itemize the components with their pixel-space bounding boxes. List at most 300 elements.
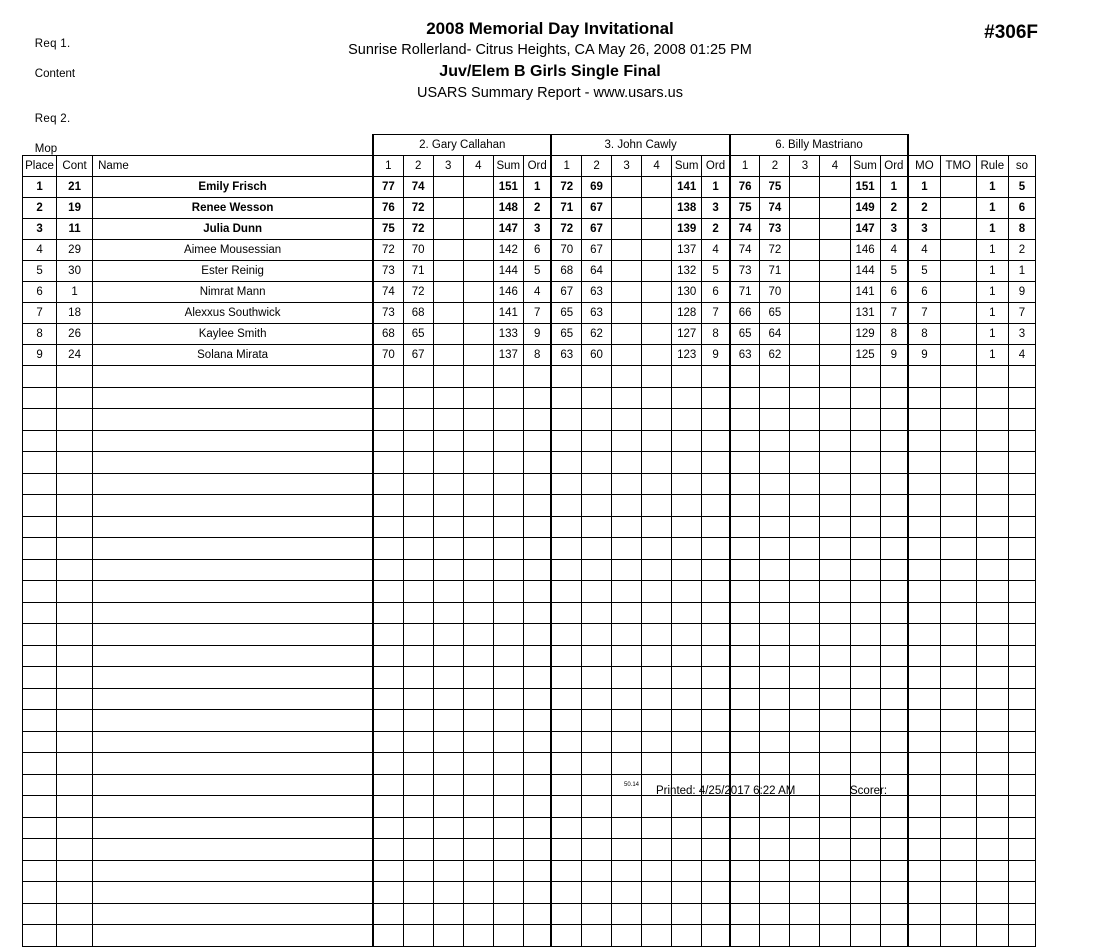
cell-j2-s2: 62 [582,324,612,345]
cell-mo [908,667,940,689]
cell-so [1008,473,1035,495]
cell-tmo [940,882,976,904]
cell-j2-s3 [612,731,642,753]
cell-tmo [940,473,976,495]
cell-tmo [940,645,976,667]
cell-name [93,495,374,517]
cell-j1-ord [523,882,551,904]
cell-j1-s1 [373,882,403,904]
cell-j1-sum [493,688,523,710]
cell-cont [57,430,93,452]
cell-j1-s4 [463,645,493,667]
cell-name [93,624,374,646]
cell-place [23,645,57,667]
cell-j3-ord [880,559,908,581]
cell-place [23,817,57,839]
cell-tmo [940,409,976,431]
cell-rule [976,774,1008,796]
cell-mo: 9 [908,345,940,366]
cell-j1-s1 [373,645,403,667]
cell-j3-sum [850,753,880,775]
cell-j1-s1 [373,774,403,796]
cell-rule: 1 [976,303,1008,324]
cell-j1-s2 [403,602,433,624]
cell-j3-s1 [730,860,760,882]
cell-j1-s2 [403,774,433,796]
cell-j1-s1: 75 [373,219,403,240]
table-row [23,240,1036,261]
cell-j1-sum [493,796,523,818]
cell-tmo [940,817,976,839]
cell-j2-s4 [642,667,672,689]
event-title: Juv/Elem B Girls Single Final [439,63,661,80]
cell-tmo [940,240,976,261]
cell-j3-sum [850,387,880,409]
cell-j2-sum [672,925,702,947]
cell-j3-sum [850,710,880,732]
cell-j2-s2 [582,817,612,839]
cell-j2-ord: 4 [702,240,730,261]
cell-place: 1 [23,177,57,198]
cell-cont [57,387,93,409]
cell-j1-s3 [433,240,463,261]
cell-mo: 6 [908,282,940,303]
cell-j2-s1: 72 [551,219,581,240]
cell-j2-s1 [551,710,581,732]
cell-j1-s4 [463,516,493,538]
cell-j1-s2: 71 [403,261,433,282]
cell-j2-s4 [642,860,672,882]
cell-j3-s3 [790,303,820,324]
page-title: 2008 Memorial Day Invitational [426,19,674,38]
cell-j3-ord [880,430,908,452]
cell-j3-sum [850,903,880,925]
cell-tmo [940,710,976,732]
cell-j2-s4 [642,409,672,431]
cell-j3-s2 [760,430,790,452]
cell-j1-s4 [463,882,493,904]
cell-j3-s1 [730,753,760,775]
cell-place: 8 [23,324,57,345]
cell-j3-s3 [790,796,820,818]
cell-j1-s3 [433,473,463,495]
cell-name [93,516,374,538]
cell-mo [908,860,940,882]
cell-tmo [940,303,976,324]
cell-j3-s4 [820,516,850,538]
cell-mo [908,430,940,452]
cell-j3-sum [850,516,880,538]
cell-place: 2 [23,198,57,219]
cell-j3-sum [850,860,880,882]
table-row-empty [23,817,1036,839]
cell-place [23,710,57,732]
cell-j1-s4 [463,559,493,581]
cell-j2-s3 [612,387,642,409]
cell-j3-s2: 65 [760,303,790,324]
cell-j3-s2 [760,710,790,732]
cell-j2-s1 [551,516,581,538]
cell-j1-s4 [463,177,493,198]
table-row-empty [23,839,1036,861]
cell-j3-s1 [730,796,760,818]
cell-so [1008,645,1035,667]
cell-j1-s1 [373,860,403,882]
cell-j1-ord [523,387,551,409]
column-header-j3-s4: 4 [820,156,850,177]
cell-j2-s3 [612,240,642,261]
cell-place [23,602,57,624]
cell-j2-s1 [551,796,581,818]
cell-cont: 29 [57,240,93,261]
cell-j2-s4 [642,473,672,495]
cell-j1-sum: 133 [493,324,523,345]
cell-j2-ord [702,430,730,452]
cell-j1-sum [493,882,523,904]
cell-cont [57,495,93,517]
summary-table [22,134,1036,947]
cell-cont [57,903,93,925]
cell-j2-ord [702,624,730,646]
table-row-empty [23,473,1036,495]
cell-j1-s2: 72 [403,198,433,219]
cell-j3-ord [880,860,908,882]
table-row-empty [23,452,1036,474]
cell-j1-s2 [403,796,433,818]
cell-j1-ord [523,624,551,646]
cell-j2-sum [672,753,702,775]
cell-j3-ord [880,667,908,689]
cell-j2-s3 [612,882,642,904]
cell-cont [57,452,93,474]
cell-mo [908,495,940,517]
cell-j2-s1 [551,817,581,839]
cell-j2-s2 [582,387,612,409]
cell-j2-ord [702,710,730,732]
cell-j2-s2 [582,645,612,667]
cell-j3-s2: 64 [760,324,790,345]
judge-spacer-cont [57,135,93,156]
cell-mo [908,538,940,560]
cell-j3-s1 [730,366,760,388]
cell-j2-ord [702,817,730,839]
cell-j2-ord [702,925,730,947]
cell-so [1008,903,1035,925]
cell-j2-s4 [642,345,672,366]
cell-j2-s2 [582,581,612,603]
cell-j1-s4 [463,495,493,517]
cell-j2-sum: 132 [672,261,702,282]
cell-j1-s3 [433,324,463,345]
cell-j2-s2 [582,925,612,947]
cell-j2-sum [672,903,702,925]
cell-j1-s4 [463,282,493,303]
cell-j1-s3 [433,602,463,624]
cell-j3-s3 [790,495,820,517]
cell-j2-s3 [612,473,642,495]
cell-j3-s4 [820,409,850,431]
cell-j3-sum [850,452,880,474]
cell-name: Nimrat Mann [93,282,374,303]
column-header-cont: Cont [57,156,93,177]
cell-j3-s4 [820,198,850,219]
cell-j3-s2 [760,387,790,409]
cell-mo [908,387,940,409]
cell-j2-sum [672,559,702,581]
cell-j3-ord [880,602,908,624]
cell-j3-ord: 6 [880,282,908,303]
cell-j2-s1: 63 [551,345,581,366]
cell-j2-s1: 71 [551,198,581,219]
cell-j3-s4 [820,774,850,796]
cell-place [23,473,57,495]
cell-j1-sum: 147 [493,219,523,240]
cell-j2-s4 [642,817,672,839]
cell-j2-s2 [582,903,612,925]
cell-so [1008,624,1035,646]
cell-j2-sum [672,860,702,882]
cell-j1-sum [493,581,523,603]
cell-j3-s2 [760,538,790,560]
cell-cont [57,882,93,904]
cell-j3-sum [850,882,880,904]
judge-header-row [23,135,1036,156]
cell-so [1008,882,1035,904]
cell-rule: 1 [976,282,1008,303]
cell-place [23,366,57,388]
cell-j3-sum: 131 [850,303,880,324]
cell-j3-s1 [730,538,760,560]
footer-scorer: Scorer: [850,785,888,797]
cell-j2-s4 [642,538,672,560]
cell-j2-sum [672,473,702,495]
cell-cont [57,645,93,667]
cell-j2-sum: 123 [672,345,702,366]
cell-cont [57,516,93,538]
cell-j3-sum [850,538,880,560]
cell-j1-ord [523,452,551,474]
cell-j1-ord [523,688,551,710]
cell-j2-s3 [612,219,642,240]
cell-tmo [940,198,976,219]
cell-j3-ord [880,817,908,839]
cell-j1-s3 [433,839,463,861]
judge-2-label: 3. John Cawly [551,135,729,156]
cell-j1-s4 [463,667,493,689]
cell-place [23,774,57,796]
cell-j2-s3 [612,516,642,538]
cell-j1-ord [523,581,551,603]
cell-j2-s4 [642,753,672,775]
cell-j1-s4 [463,839,493,861]
cell-so [1008,796,1035,818]
cell-j3-s3 [790,366,820,388]
cell-tmo [940,839,976,861]
cell-place [23,860,57,882]
cell-j1-sum [493,731,523,753]
cell-j3-s4 [820,430,850,452]
cell-j2-s3 [612,324,642,345]
cell-j1-s2 [403,903,433,925]
cell-j1-s2 [403,839,433,861]
cell-mo [908,516,940,538]
cell-j2-s4 [642,240,672,261]
cell-so [1008,710,1035,732]
cell-j1-ord [523,366,551,388]
cell-j2-s4 [642,688,672,710]
cell-j2-sum [672,387,702,409]
cell-rule [976,645,1008,667]
cell-j2-s4 [642,645,672,667]
cell-tmo [940,903,976,925]
cell-j2-sum: 141 [672,177,702,198]
cell-j2-ord: 1 [702,177,730,198]
cell-mo: 1 [908,177,940,198]
cell-j3-s3 [790,688,820,710]
table-row-empty [23,516,1036,538]
cell-j2-ord [702,796,730,818]
cell-cont [57,731,93,753]
cell-j1-ord [523,473,551,495]
cell-j2-ord [702,495,730,517]
cell-name: Emily Frisch [93,177,374,198]
cell-j1-ord [523,753,551,775]
cell-j3-s1: 75 [730,198,760,219]
cell-j3-s3 [790,753,820,775]
cell-j3-s1 [730,731,760,753]
cell-j2-sum [672,667,702,689]
cell-j3-ord [880,645,908,667]
cell-j1-s4 [463,409,493,431]
cell-j1-s1: 72 [373,240,403,261]
cell-j1-s4 [463,261,493,282]
cell-j3-s1: 65 [730,324,760,345]
column-header-place: Place [23,156,57,177]
cell-mo: 3 [908,219,940,240]
cell-j3-s3 [790,198,820,219]
judge-spacer-so [1008,135,1035,156]
cell-j3-s1 [730,688,760,710]
requirement-2-key: Req 2. [34,113,71,125]
cell-j2-s4 [642,282,672,303]
cell-j1-s1 [373,473,403,495]
judge-spacer-tmo [940,135,976,156]
cell-name: Julia Dunn [93,219,374,240]
column-header-rule: Rule [976,156,1008,177]
column-header-j2-s4: 4 [642,156,672,177]
cell-j3-s1 [730,495,760,517]
cell-j1-s3 [433,753,463,775]
cell-place [23,882,57,904]
cell-j1-s4 [463,538,493,560]
table-row-empty [23,710,1036,732]
cell-rule [976,882,1008,904]
cell-cont: 18 [57,303,93,324]
cell-place [23,796,57,818]
cell-mo [908,602,940,624]
cell-j3-s4 [820,581,850,603]
cell-rule [976,387,1008,409]
cell-rule: 1 [976,177,1008,198]
cell-j1-s1 [373,581,403,603]
cell-j1-s3 [433,282,463,303]
column-header-j1-sum: Sum [493,156,523,177]
cell-j3-ord: 4 [880,240,908,261]
table-row [23,198,1036,219]
cell-j3-ord [880,903,908,925]
cell-j1-ord [523,602,551,624]
cell-j2-s1 [551,559,581,581]
cell-j3-s2 [760,559,790,581]
cell-j2-s2 [582,796,612,818]
cell-j1-sum [493,774,523,796]
cell-j2-s1 [551,839,581,861]
cell-j3-s3 [790,645,820,667]
cell-j1-s2 [403,581,433,603]
cell-j1-sum [493,667,523,689]
cell-j1-ord [523,839,551,861]
cell-j1-s2 [403,645,433,667]
cell-place [23,559,57,581]
cell-j2-s1 [551,452,581,474]
column-header-j3-s3: 3 [790,156,820,177]
cell-j1-s3 [433,581,463,603]
cell-j3-s1 [730,516,760,538]
cell-j2-ord [702,753,730,775]
cell-tmo [940,753,976,775]
cell-j3-s4 [820,452,850,474]
cell-j1-s1 [373,452,403,474]
cell-j2-sum [672,516,702,538]
cell-j2-s4 [642,303,672,324]
cell-place [23,516,57,538]
cell-j3-s4 [820,324,850,345]
cell-tmo [940,387,976,409]
cell-mo [908,688,940,710]
cell-j2-sum [672,731,702,753]
cell-j1-sum: 144 [493,261,523,282]
cell-mo: 8 [908,324,940,345]
cell-so: 7 [1008,303,1035,324]
cell-name [93,581,374,603]
cell-so: 6 [1008,198,1035,219]
cell-j1-s4 [463,240,493,261]
cell-j1-s1: 73 [373,303,403,324]
cell-j1-sum: 141 [493,303,523,324]
cell-so [1008,409,1035,431]
cell-so [1008,925,1035,947]
cell-j1-s2 [403,430,433,452]
cell-j1-ord: 8 [523,345,551,366]
cell-j3-s4 [820,473,850,495]
cell-tmo [940,860,976,882]
cell-j1-s3 [433,177,463,198]
cell-rule: 1 [976,219,1008,240]
cell-j2-ord: 2 [702,219,730,240]
cell-tmo [940,624,976,646]
cell-tmo [940,177,976,198]
cell-cont [57,559,93,581]
cell-j2-s3 [612,559,642,581]
cell-j2-s1 [551,409,581,431]
cell-j2-s3 [612,688,642,710]
cell-place: 5 [23,261,57,282]
cell-j3-s3 [790,387,820,409]
table-row-empty [23,903,1036,925]
cell-j2-s4 [642,324,672,345]
cell-so [1008,774,1035,796]
cell-j2-s4 [642,177,672,198]
